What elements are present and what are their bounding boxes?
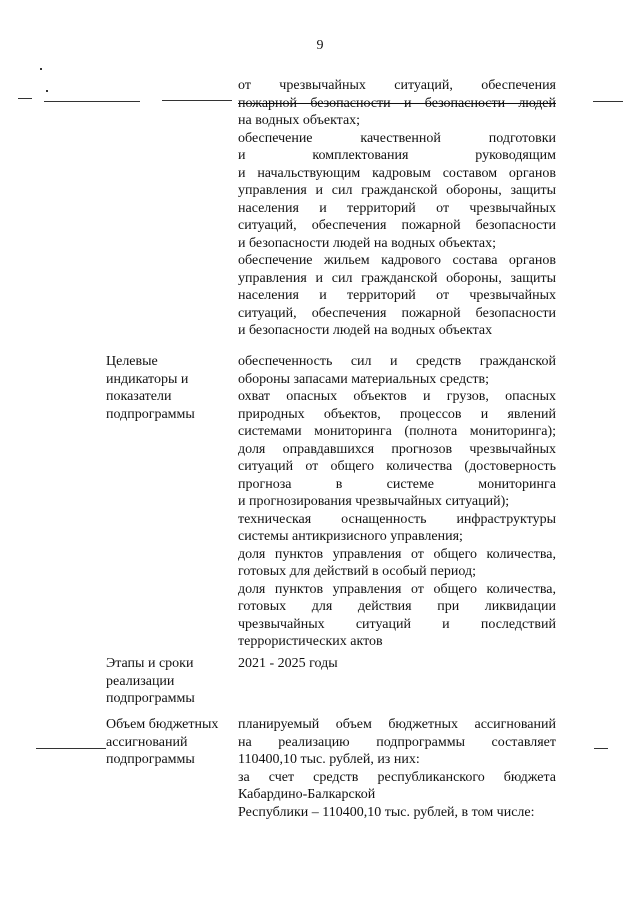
content-line: от чрезвычайных ситуаций, обеспечения [238,78,556,93]
content-line: ситуаций, обеспечения пожарной безопасности [238,305,556,321]
content-line: управления и сил гражданской обороны, защиты [238,270,556,286]
scan-line [593,101,623,102]
scan-line [162,100,232,101]
scan-line [44,101,140,102]
page-number: 9 [316,38,324,53]
content-line: системами мониторинга (полнота мониторинга); [238,424,556,439]
content-line: планируемый объем бюджетных ассигнований [238,717,556,732]
section-content [238,655,556,673]
content-line: чрезвычайных ситуаций и последствий [238,616,556,632]
section-label: Этапы и сроки реализации подпрограммы [106,656,195,706]
content-line: доля пунктов управления от общего количества, [238,546,556,562]
section-label: Объем бюджетных ассигнований подпрограммы [106,717,219,767]
content-line: 2021 - 2025 годы [238,656,338,671]
section-content [238,353,556,651]
content-line: и безопасности людей на водных объектах; [238,235,496,251]
content-line: Республики – 110400,10 тыс. рублей, в том числе: [238,804,535,820]
content-line: обороны запасами материальных средств; [238,371,489,387]
content-line: обеспечение жильем кадрового состава органов [238,253,556,268]
content-line: готовых для действий в особый период; [238,564,476,579]
content-line: Кабардино-Балкарской [238,787,376,802]
content-line: террористических актов [238,634,383,649]
content-line: доля оправдавшихся прогнозов чрезвычайных [238,441,556,457]
content-line: готовых для действия при ликвидации [238,599,556,614]
content-line: обеспечение качественной подготовки [238,130,556,146]
content-line: и комплектования руководящим [238,148,556,163]
content-line: населения и территорий от чрезвычайных [238,200,556,216]
content-line: прогноза в системе мониторинга [238,476,556,492]
content-line: на реализацию подпрограммы составляет [238,734,556,750]
content-line: доля пунктов управления от общего количества, [238,581,556,597]
content-line: населения и территорий от чрезвычайных [238,288,556,303]
content-line: и начальствующим кадровым составом органов [238,165,556,181]
scan-line [36,748,106,749]
content-line: ситуаций, обеспечения пожарной безопасности [238,218,556,233]
content-line: управления и сил гражданской обороны, защиты [238,183,556,198]
content-line: на водных объектах; [238,113,361,128]
scan-line [594,748,608,749]
content-line: техническая оснащенность инфраструктуры [238,511,556,527]
section-content [238,77,556,340]
content-line: за счет средств республиканского бюджета [238,769,556,785]
content-line: 110400,10 тыс. рублей, из них: [238,752,420,767]
content-line: и безопасности людей на водных объектах [238,323,493,338]
content-line: природных объектов, процессов и явлений [238,406,556,422]
content-line: охват опасных объектов и грузов, опасных [238,389,556,404]
content-line: системы антикризисного управления; [238,529,463,544]
scan-line [18,98,32,99]
content-line: и прогнозирования чрезвычайных ситуаций); [238,494,510,509]
section-content [238,716,556,821]
content-line: ситуаций от общего количества (достоверность [238,459,556,474]
section-label: Целевые индикаторы и показатели подпрограммы [106,354,195,422]
content-line: пожарной безопасности и безопасности людей [238,95,556,111]
content-line: обеспеченность сил и средств гражданской [238,354,556,369]
scan-speck [46,90,48,92]
scan-speck [40,68,42,70]
